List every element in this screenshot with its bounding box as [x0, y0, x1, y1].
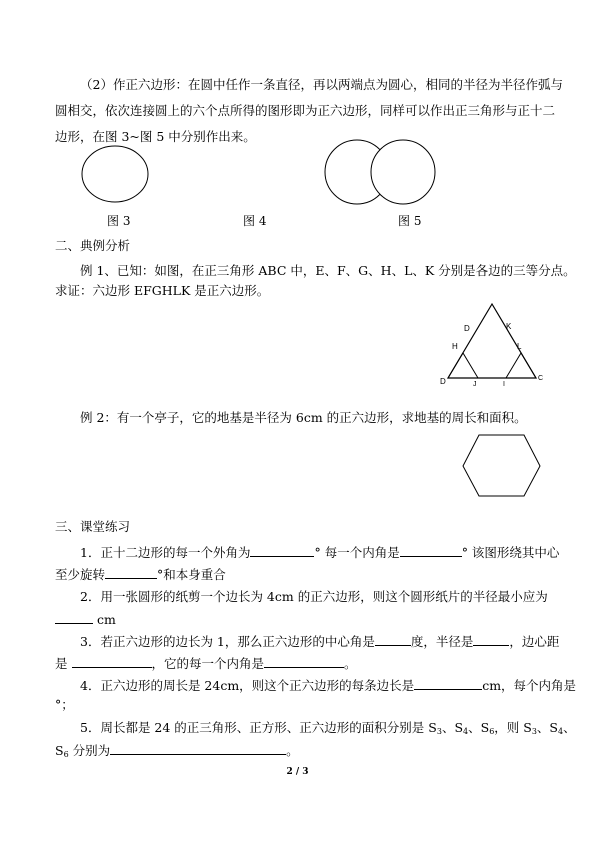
q1-blank-3[interactable]	[105, 566, 157, 579]
q5-blank[interactable]	[110, 742, 286, 755]
q2-part-b: cm	[96, 612, 116, 627]
q5-sub-4: 4	[463, 727, 469, 736]
q2-blank[interactable]	[55, 611, 93, 624]
figure-3-label: 图 3	[107, 214, 131, 228]
section-3-heading: 三、课堂练习	[55, 519, 131, 534]
q1-part-b: ° 每一个内角是	[314, 545, 400, 560]
example-2-text: 例 2：有一个亭子，它的地基是半径为 6cm 的正六边形，求地基的周长和面积。	[80, 410, 527, 425]
question-3-line-2	[55, 655, 545, 672]
q4-blank-1[interactable]	[414, 677, 482, 690]
q5-part-b: ，则 S	[494, 720, 532, 735]
diagram-label-d-bottom: D	[440, 377, 446, 386]
q5-part-d: 分别为	[68, 743, 111, 758]
q3-part-c: ，边心距	[509, 634, 560, 649]
example-1-line-2: 求证：六边形 EFGHLK 是正六边形。	[55, 283, 270, 298]
diagram-label-k: K	[506, 322, 512, 331]
q4-part-b: cm，每个内角是	[482, 678, 577, 693]
q5-part-e: 。	[286, 743, 299, 758]
diagram-label-c: C	[538, 375, 544, 382]
hexagon-figure	[462, 433, 544, 499]
q5-c-sub-6: 6	[63, 750, 69, 759]
question-5-line-2	[55, 742, 545, 759]
q3-part-f: 。	[344, 656, 357, 671]
q1-blank-2[interactable]	[400, 544, 462, 557]
q5-sep-1: 、S	[441, 720, 464, 735]
q5-b-sep-2: 、	[563, 720, 576, 735]
q3-part-d: 是	[55, 656, 68, 671]
q3-blank-1[interactable]	[375, 633, 411, 646]
question-1-line-2	[55, 566, 545, 583]
figure-5-label: 图 5	[398, 214, 422, 228]
question-1-line-1	[80, 544, 560, 561]
q1-part-c: ° 该图形绕其中心	[461, 545, 560, 560]
q3-part-b: 度，半径是	[410, 634, 474, 649]
q5-part-a: 5．周长都是 24 的正三角形、正方形、正六边形的面积分别是 S	[80, 720, 437, 735]
intro-line-1: （2）作正六边形：在圆中任作一条直径，再以两端点为圆心，相同的半径为半径作弧与	[80, 77, 563, 92]
q3-part-e: ，它的每一个内角是	[151, 656, 265, 671]
q5-part-c: S	[55, 743, 64, 758]
intro-line-3: 边形，在图 3~图 5 中分别作出来。	[55, 129, 256, 144]
diagram-label-h: H	[452, 342, 458, 351]
intro-line-2: 圆相交，依次连接圆上的六个点所得的图形即为正六边形，同样可以作出正三角形与正十二	[55, 103, 556, 118]
diagram-label-d-top: D	[464, 324, 470, 333]
question-4-line-1	[80, 677, 577, 694]
q3-blank-4[interactable]	[264, 655, 344, 668]
q4-part-a: 4．正六边形的周长是 24cm，则这个正六边形的每条边长是	[80, 678, 415, 693]
q5-sub-3: 3	[436, 727, 442, 736]
page-number: 2 / 3	[286, 767, 309, 777]
q5-b-sub-3: 3	[531, 727, 537, 736]
section-2-heading: 二、典例分析	[55, 238, 131, 253]
question-2-line-1: 2．用一张圆形的纸剪一个边长为 4cm 的正六边形，则这个圆形纸片的半径最小应为	[80, 589, 548, 604]
diagram-label-i: I	[503, 381, 505, 388]
q1-part-a: 1．正十二边形的每一个外角为	[80, 545, 251, 560]
q3-part-a: 3．若正六边形的边长为 1，那么正六边形的中心角是	[80, 634, 375, 649]
example-1-line-1: 例 1、已知：如图，在正三角形 ABC 中，E、F、G、H、L、K 分别是各边的三等分点。	[80, 263, 576, 278]
q5-sep-2: 、S	[468, 720, 490, 735]
question-2-line-2	[55, 611, 545, 628]
q5-b-sep-1: 、S	[536, 720, 558, 735]
figure-5-circles	[325, 137, 440, 207]
figure-4-label: 图 4	[243, 214, 267, 228]
question-4-line-2: °；	[55, 697, 74, 712]
q3-blank-3[interactable]	[72, 655, 152, 668]
q1-part-d: 至少旋转	[55, 567, 106, 582]
figure-3-circle	[80, 144, 150, 204]
diagram-label-j: J	[473, 381, 477, 388]
triangle-diagram	[440, 298, 545, 388]
question-3-line-1	[80, 633, 560, 650]
diagram-label-l: L	[517, 342, 522, 351]
q5-b-sub-4: 4	[558, 727, 564, 736]
q1-part-e: °和本身重合	[157, 567, 226, 582]
q1-blank-1[interactable]	[250, 544, 314, 557]
q5-sub-6: 6	[489, 727, 495, 736]
question-5-line-1	[80, 720, 576, 736]
q3-blank-2[interactable]	[473, 633, 509, 646]
